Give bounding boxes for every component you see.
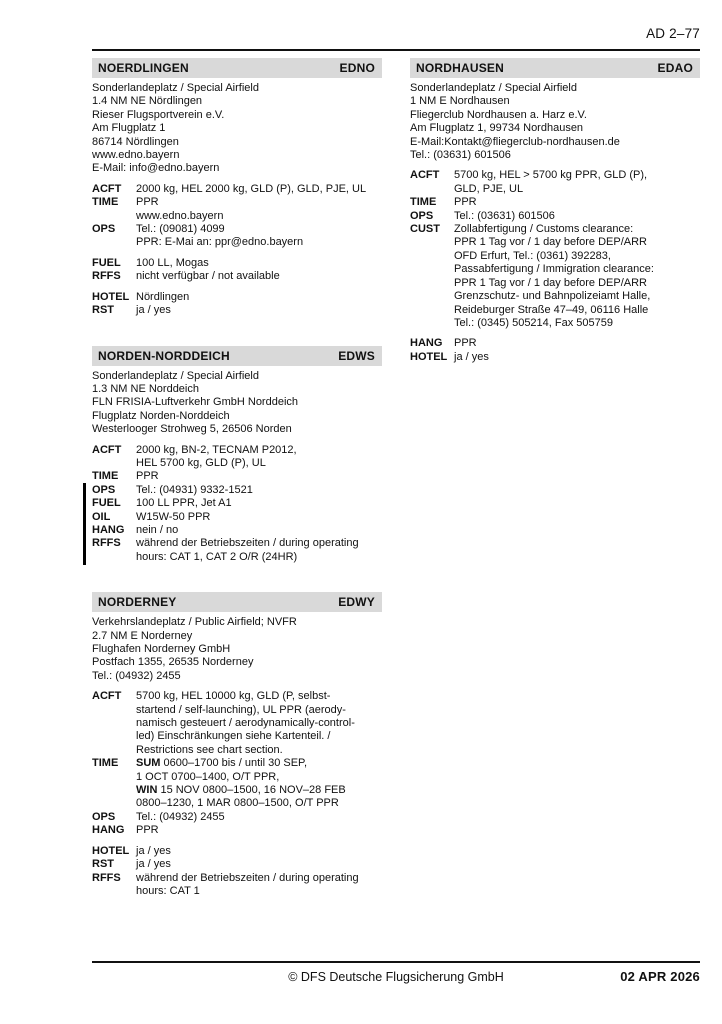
info-group [92, 291, 382, 318]
info-row-hang [92, 824, 382, 837]
section-header [92, 592, 382, 612]
value-line: 2000 kg, HEL 2000 kg, GLD (P), GLD, PJE, UL [136, 182, 367, 195]
info-label: RFFS [92, 537, 121, 550]
info-row-ops [410, 210, 700, 223]
info-row-acft [410, 169, 700, 196]
info-row-hotel [92, 291, 382, 304]
value-line: Tel.: (04931) 9332-1521 [136, 483, 253, 496]
section-nordhausen [410, 58, 700, 364]
info-label: ACFT [410, 169, 440, 182]
info-label: RFFS [92, 871, 121, 884]
info-label: OPS [92, 223, 116, 236]
text: 15 NOV 0800–1500, 16 NOV–28 FEB [157, 784, 346, 797]
address-block [410, 82, 700, 162]
info-label: TIME [92, 196, 119, 209]
info-value [136, 537, 382, 564]
value-line: nicht verfügbar / not available [136, 270, 280, 283]
value-line: hours: CAT 1 [136, 884, 200, 897]
value-line: W15W-50 PPR [136, 510, 211, 523]
address-line: Verkehrslandeplatz / Public Airfield; NVFR [92, 616, 297, 629]
page-number: AD 2–77 [646, 26, 700, 41]
info-group [92, 183, 382, 250]
info-row-hotel [92, 845, 382, 858]
value-line: PPR [454, 196, 477, 209]
info-row-hang [92, 524, 382, 537]
info-row-rffs [92, 537, 382, 564]
info-value [136, 872, 382, 899]
info-group [92, 845, 382, 899]
address-line: Tel.: (04932) 2455 [92, 669, 181, 682]
section-header [92, 346, 382, 366]
value-line: während der Betriebszeiten / during operating [136, 537, 359, 550]
info-label: FUEL [92, 497, 121, 510]
page-footer [92, 961, 700, 985]
info-value [454, 210, 700, 223]
airfield-name: NORDEN-NORDDEICH [98, 348, 230, 363]
value-line: Grenzschutz- und Bahnpolizeiamt Halle, [454, 290, 651, 303]
address-line: Flughafen Norderney GmbH [92, 643, 231, 655]
address-line: Westerlooger Strohweg 5, 26506 Norden [92, 423, 292, 436]
info-row-time [92, 196, 382, 223]
info-value [136, 291, 382, 304]
bold-text: WIN [136, 784, 158, 797]
info-group [92, 444, 382, 565]
info-group [410, 337, 700, 364]
value-line [136, 757, 382, 770]
value-line: Restrictions see chart section. [136, 743, 283, 756]
page-header [92, 0, 700, 42]
info-label: TIME [92, 757, 119, 770]
info-group [410, 169, 700, 330]
info-label: TIME [410, 196, 437, 209]
info-row-acft [92, 183, 382, 196]
info-value [136, 757, 382, 811]
value-line: GLD, PJE, UL [454, 182, 524, 195]
address-line: 86714 Nördlingen [92, 135, 179, 148]
info-value [136, 497, 382, 510]
icao-code: EDAO [657, 61, 693, 75]
info-value [136, 524, 382, 537]
info-row-ops [92, 223, 382, 250]
address-line: 1.4 NM NE Nördlingen [92, 95, 203, 108]
info-row-acft [92, 444, 382, 471]
footer-rule [92, 961, 700, 963]
value-line: OFD Erfurt, Tel.: (0361) 392283, [454, 249, 611, 262]
info-row-rffs [92, 872, 382, 899]
info-row-rst [92, 858, 382, 871]
info-value [136, 444, 382, 471]
info-value [136, 183, 382, 196]
info-value [136, 690, 382, 757]
info-row-hotel [410, 351, 700, 364]
column-right [410, 58, 700, 898]
info-row-fuel [92, 257, 382, 270]
info-label: RST [92, 858, 114, 871]
info-label: HANG [92, 824, 125, 837]
info-label: RFFS [92, 270, 121, 283]
address-line: 2.7 NM E Norderney [92, 629, 193, 642]
info-value [136, 511, 382, 524]
value-line: ja / yes [136, 844, 171, 857]
info-group [92, 690, 382, 837]
effective-date: 02 APR 2026 [620, 969, 700, 984]
address-line: E-Mail: info@edno.bayern [92, 162, 220, 175]
info-value [136, 484, 382, 497]
content-columns [92, 58, 700, 898]
info-row-cust [410, 223, 700, 330]
value-line: hours: CAT 1, CAT 2 O/R (24HR) [136, 550, 298, 563]
value-line: ja / yes [136, 858, 171, 871]
value-line: Tel.: (0345) 505214, Fax 505759 [454, 316, 614, 329]
info-row-oil [92, 511, 382, 524]
info-value [136, 470, 382, 483]
info-row-ops [92, 484, 382, 497]
info-label: HANG [92, 523, 125, 536]
info-label: TIME [92, 470, 119, 483]
value-line: 0800–1230, 1 MAR 0800–1500, O/T PPR [136, 797, 339, 810]
info-row-fuel [92, 497, 382, 510]
footer-row [92, 969, 700, 985]
info-value [136, 858, 382, 871]
value-line: PPR 1 Tag vor / 1 day before DEP/ARR [454, 236, 647, 249]
value-line: PPR [136, 196, 159, 209]
value-line: www.edno.bayern [136, 209, 224, 222]
bold-text: SUM [136, 757, 161, 770]
value-line: HEL 5700 kg, GLD (P), UL [136, 456, 266, 469]
info-label: OIL [92, 510, 111, 523]
value-line: Tel.: (04932) 2455 [136, 810, 225, 823]
info-value [454, 169, 700, 196]
value-line: 100 LL PPR, Jet A1 [136, 497, 232, 510]
address-line: Sonderlandeplatz / Special Airfield [92, 82, 259, 94]
address-line: Sonderlandeplatz / Special Airfield [410, 82, 577, 94]
value-line: led) Einschränkungen siehe Kartenteil. / [136, 730, 331, 743]
page-content [92, 0, 700, 898]
value-line: Reideburger Straße 47–49, 06116 Halle [454, 303, 649, 316]
value-line: PPR 1 Tag vor / 1 day before DEP/ARR [454, 276, 647, 289]
address-block [92, 616, 382, 683]
info-value [136, 223, 382, 250]
info-label: ACFT [92, 443, 122, 456]
info-value [136, 196, 382, 223]
value-line: Tel.: (09081) 4099 [136, 223, 225, 236]
info-label: OPS [92, 483, 116, 496]
info-value [136, 257, 382, 270]
address-line: Tel.: (03631) 601506 [410, 149, 511, 162]
address-line: 1 NM E Nordhausen [410, 95, 510, 108]
value-line: 5700 kg, HEL > 5700 kg PPR, GLD (P), [454, 169, 648, 182]
value-line: PPR: E-Mai an: ppr@edno.bayern [136, 236, 304, 249]
value-line: nein / no [136, 523, 179, 536]
info-row-time [92, 757, 382, 811]
info-value [454, 223, 700, 330]
info-label: FUEL [92, 256, 121, 269]
value-line [136, 784, 382, 797]
info-label: CUST [410, 223, 440, 236]
info-row-rst [92, 304, 382, 317]
info-label: OPS [92, 810, 116, 823]
info-label: ACFT [92, 182, 122, 195]
address-line: Postfach 1355, 26535 Norderney [92, 656, 254, 669]
section-header [92, 58, 382, 78]
value-line: Zollabfertigung / Customs clearance: [454, 223, 634, 236]
address-block [92, 370, 382, 437]
info-value [454, 351, 700, 364]
value-line: Nördlingen [136, 290, 190, 303]
airfield-name: NORDERNEY [98, 595, 177, 610]
airfield-name: NOERDLINGEN [98, 61, 189, 75]
info-value [136, 824, 382, 837]
address-line: 1.3 NM NE Norddeich [92, 382, 199, 395]
address-line: E-Mail:Kontakt@fliegerclub-nordhausen.de [410, 135, 620, 148]
info-label: ACFT [92, 690, 122, 703]
info-value [136, 811, 382, 824]
info-row-rffs [92, 270, 382, 283]
info-value [454, 196, 700, 209]
copyright-text: © DFS Deutsche Flugsicherung GmbH [288, 970, 504, 984]
info-row-ops [92, 811, 382, 824]
header-rule [92, 49, 700, 51]
info-label: OPS [410, 209, 434, 222]
info-label: HANG [410, 337, 443, 350]
address-line: Rieser Flugsportverein e.V. [92, 108, 225, 121]
address-line: Am Flugplatz 1, 99734 Nordhausen [410, 122, 584, 135]
value-line: ja / yes [136, 304, 171, 317]
value-line: namisch gesteuert / aerodynamically-control- [136, 717, 355, 730]
info-value [136, 845, 382, 858]
address-line: FLN FRISIA-Luftverkehr GmbH Norddeich [92, 396, 299, 409]
address-line: Flugplatz Norden-Norddeich [92, 409, 230, 422]
info-value [136, 304, 382, 317]
value-line: PPR [136, 824, 159, 837]
value-line: 2000 kg, BN-2, TECNAM P2012, [136, 443, 297, 456]
address-line: Am Flugplatz 1 [92, 122, 166, 135]
value-line: ja / yes [454, 350, 489, 363]
info-label: RST [92, 304, 114, 317]
value-line: PPR [136, 470, 159, 483]
value-line: 1 OCT 0700–1400, O/T PPR, [136, 770, 280, 783]
airfield-name: NORDHAUSEN [416, 61, 505, 75]
value-line: Tel.: (03631) 601506 [454, 209, 555, 222]
section-noerdlingen [92, 58, 382, 318]
value-line: 100 LL, Mogas [136, 256, 209, 269]
address-block [92, 82, 382, 176]
icao-code: EDWS [338, 348, 375, 363]
info-label: HOTEL [410, 350, 448, 363]
address-line: www.edno.bayern [92, 149, 180, 162]
value-line: 5700 kg, HEL 10000 kg, GLD (P, selbst- [136, 690, 331, 703]
value-line: startend / self-launching), UL PPR (aerody- [136, 703, 346, 716]
icao-code: EDWY [338, 595, 375, 610]
info-row-time [92, 470, 382, 483]
text: 0600–1700 bis / until 30 SEP, [160, 757, 308, 770]
address-line: Fliegerclub Nordhausen a. Harz e.V. [410, 108, 587, 121]
value-line: Passabfertigung / Immigration clearance: [454, 263, 654, 276]
info-row-time [410, 196, 700, 209]
value-line: während der Betriebszeiten / during operating [136, 871, 359, 884]
column-left [92, 58, 382, 898]
icao-code: EDNO [339, 61, 375, 75]
section-norden-norddeich [92, 346, 382, 565]
section-header [410, 58, 700, 78]
address-line: Sonderlandeplatz / Special Airfield [92, 369, 259, 382]
info-row-acft [92, 690, 382, 757]
info-label: HOTEL [92, 844, 130, 857]
info-row-hang [410, 337, 700, 350]
info-value [136, 270, 382, 283]
info-value [454, 337, 700, 350]
value-line: PPR [454, 337, 477, 350]
section-norderney [92, 592, 382, 898]
info-label: HOTEL [92, 290, 130, 303]
info-group [92, 257, 382, 284]
